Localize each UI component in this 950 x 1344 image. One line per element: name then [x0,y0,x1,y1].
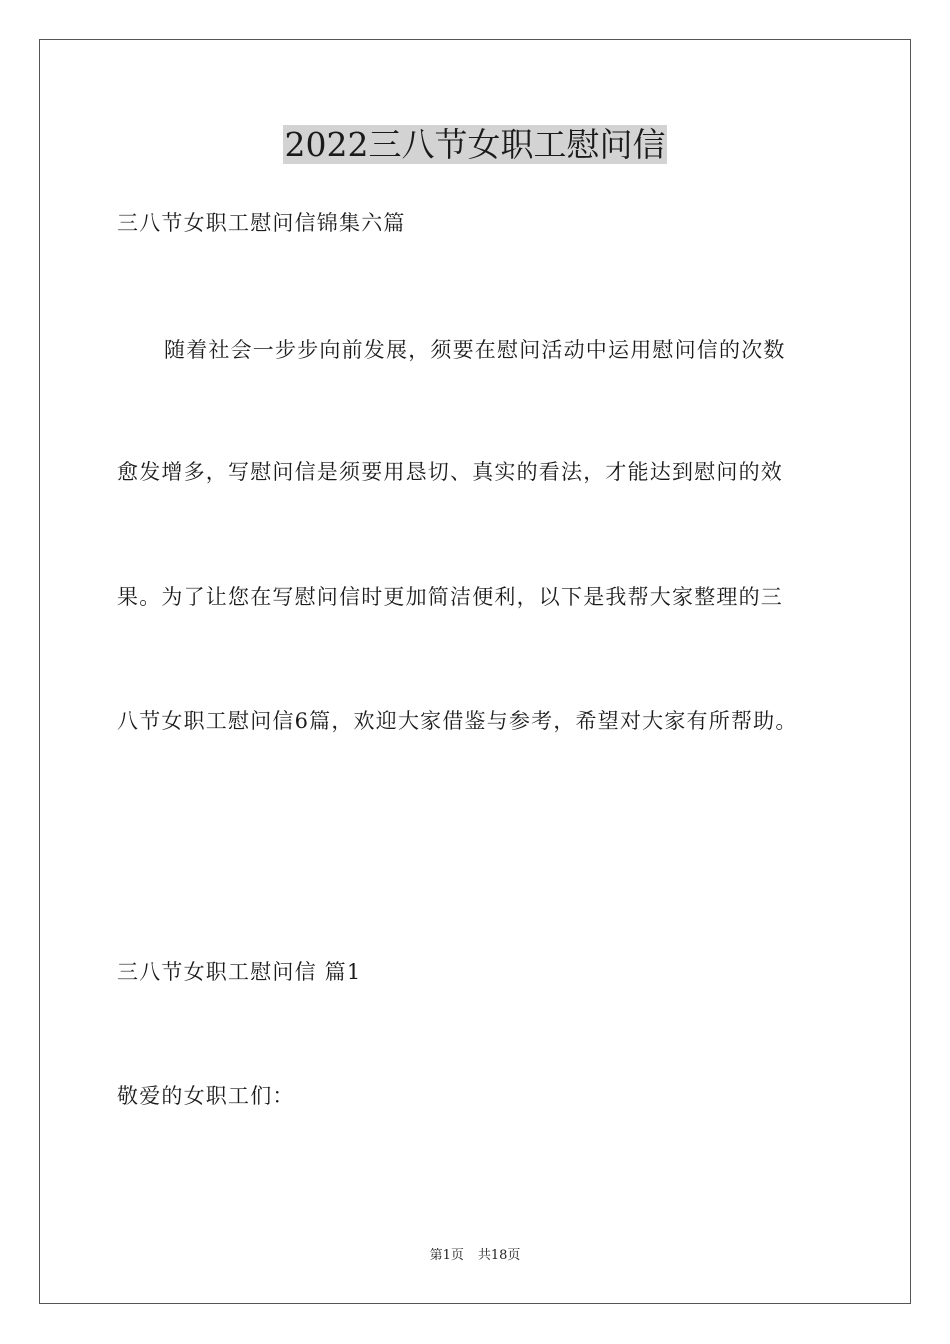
page-footer [0,1247,950,1265]
page-number-current: 第1页 [429,1248,464,1263]
document-title [0,122,950,168]
salutation: 敬爱的女职工们： [117,1084,295,1108]
section-heading: 三八节女职工慰问信 篇1 [117,960,362,984]
page-number-total: 共18页 [477,1248,521,1263]
intro-line-2: 愈发增多，写慰问信是须要用恳切、真实的看法，才能达到慰问的效 [117,460,783,484]
title-text: 2022三八节女职工慰问信 [284,125,666,164]
intro-line-1: 随着社会一步步向前发展，须要在慰问活动中运用慰问信的次数 [164,338,786,362]
intro-line-3: 果。为了让您在写慰问信时更加简洁便利，以下是我帮大家整理的三 [117,585,783,609]
document-subtitle: 三八节女职工慰问信锦集六篇 [117,211,406,235]
intro-line-4: 八节女职工慰问信6篇，欢迎大家借鉴与参考，希望对大家有所帮助。 [117,709,798,733]
